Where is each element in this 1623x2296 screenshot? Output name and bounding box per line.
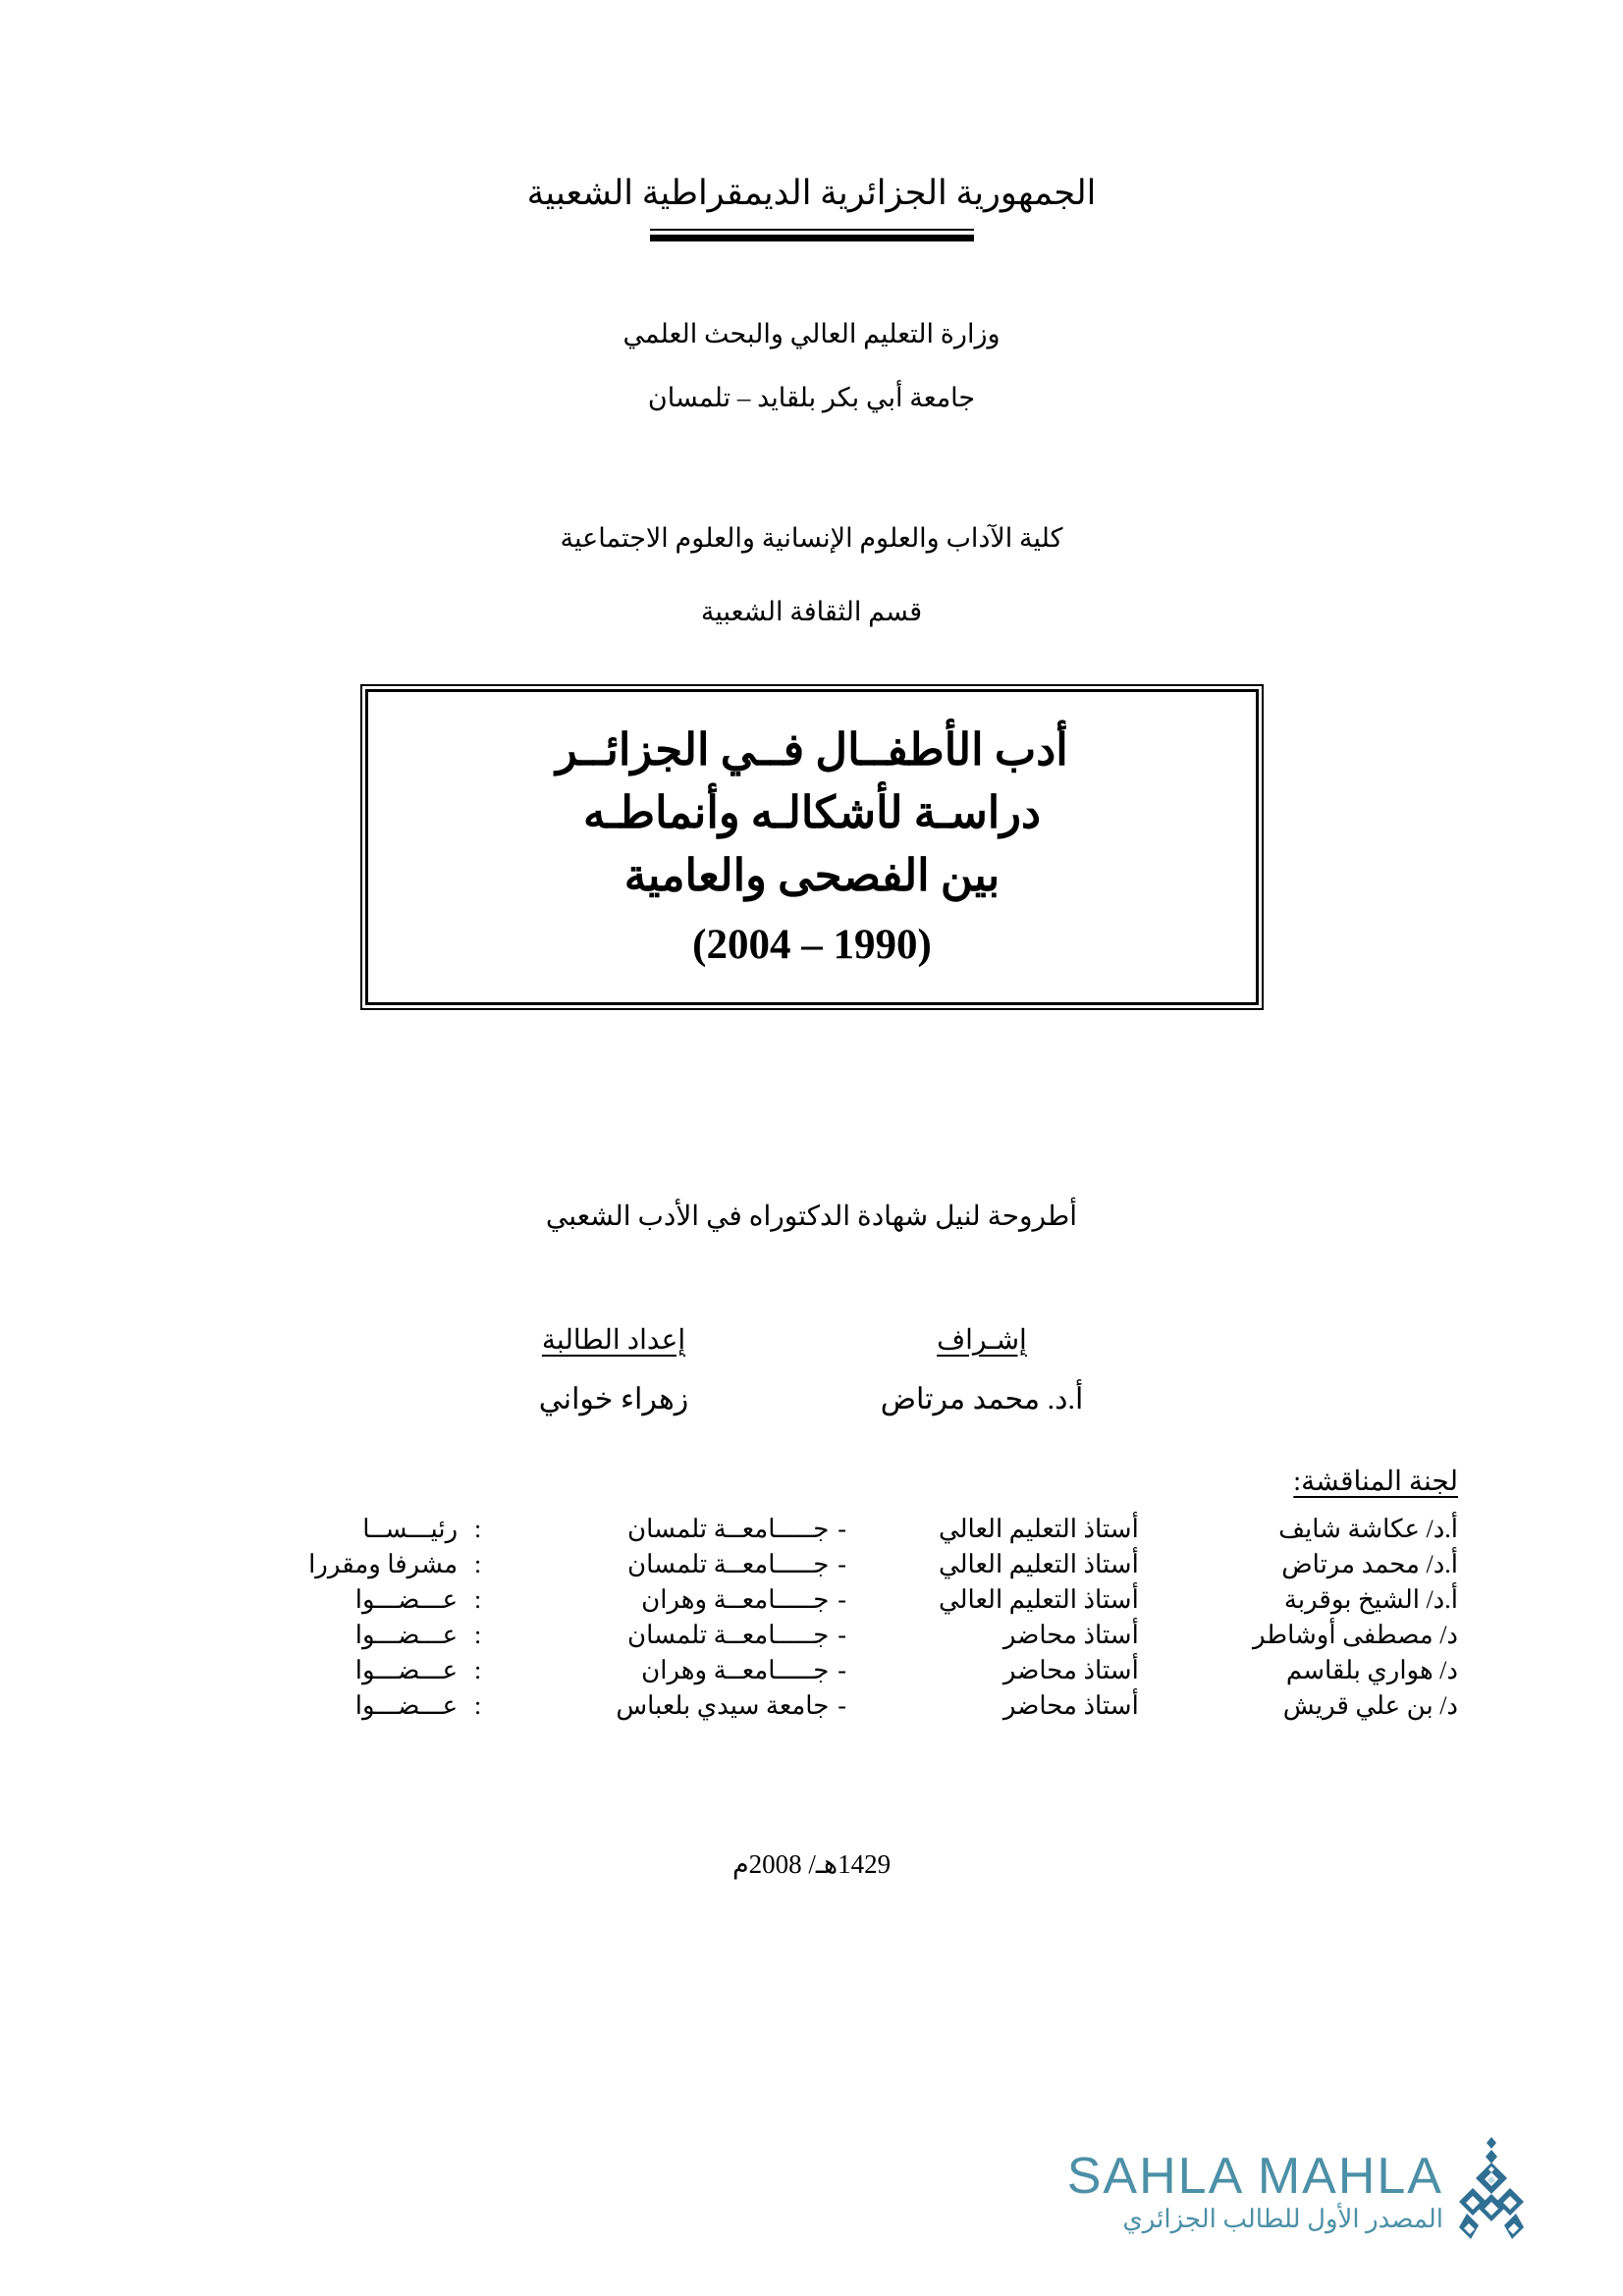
jury-member-role: رئيـــســا — [362, 1515, 459, 1543]
jury-member-rank: أستاذ محاضر — [1002, 1621, 1139, 1649]
table-row — [162, 1547, 1458, 1582]
jury-member-name: أ.د/ الشيخ بوقربة — [1283, 1585, 1458, 1614]
jury-section-label: لجنة المناقشة: — [1293, 1467, 1458, 1497]
supervisor-name: أ.د. محمد مرتاض — [880, 1383, 1084, 1415]
jury-member-rank: أستاذ محاضر — [1002, 1656, 1139, 1684]
sahla-mahla-watermark — [1067, 2137, 1530, 2247]
jury-member-colon: : — [473, 1585, 482, 1614]
table-row — [162, 1653, 1458, 1688]
supervisor-label: إشـراف — [937, 1325, 1027, 1356]
diamond-minaret-logo-icon — [1453, 2137, 1530, 2247]
jury-member-role: عـــضـــوا — [354, 1691, 459, 1720]
thesis-title-line-2: دراسـة لأشكالـه وأنماطـه — [582, 787, 1042, 837]
institutional-header — [0, 172, 1623, 241]
jury-member-rank: أستاذ التعليم العالي — [938, 1515, 1139, 1543]
table-row — [162, 1688, 1458, 1724]
jury-member-name: أ.د/ عكاشة شايف — [1278, 1515, 1458, 1543]
ministry-name: وزارة التعليم العالي والبحث العلمي — [622, 319, 1001, 348]
jury-member-name: د/ مصطفى أوشاطر — [1253, 1621, 1458, 1649]
jury-member-colon: : — [473, 1550, 482, 1578]
jury-member-colon: : — [473, 1621, 482, 1649]
table-row — [162, 1618, 1458, 1653]
jury-member-university: جـــــامعــة تلمسان — [626, 1621, 830, 1649]
jury-member-university: جـــــامعــة وهران — [641, 1656, 830, 1684]
student-name: زهراء خواني — [538, 1383, 689, 1415]
jury-member-dash: - — [838, 1621, 846, 1649]
publication-date: 1429هـ/ 2008م — [731, 1849, 892, 1879]
university-name: جامعة أبي بكر بلقايد – تلمسان — [647, 383, 976, 412]
jury-member-university: جـــــامعــة تلمسان — [626, 1550, 830, 1578]
watermark-tagline: المصدر الأول للطالب الجزائري — [1122, 2205, 1443, 2234]
student-label: إعداد الطالبة — [541, 1325, 686, 1356]
table-row — [162, 1512, 1458, 1547]
department-name: قسم الثقافة الشعبية — [700, 597, 923, 626]
supervisor-block — [815, 1323, 1149, 1416]
header-divider-rule — [650, 229, 974, 241]
jury-member-dash: - — [838, 1515, 846, 1543]
republic-title: الجمهورية الجزائرية الديمقراطية الشعبية — [526, 174, 1097, 212]
jury-member-dash: - — [838, 1585, 846, 1614]
faculty-name: كلية الآداب والعلوم الإنسانية والعلوم الاجتماعية — [560, 523, 1063, 553]
table-row — [162, 1582, 1458, 1618]
thesis-title-box — [360, 684, 1264, 1010]
jury-member-rank: أستاذ التعليم العالي — [938, 1585, 1139, 1614]
thesis-title-line-3: بين الفصحى والعامية — [623, 850, 1001, 900]
jury-member-name: د/ هواري بلقاسم — [1285, 1656, 1458, 1684]
watermark-brand-name: SAHLA MAHLA — [1066, 2147, 1443, 2205]
jury-member-role: عـــضـــوا — [354, 1585, 459, 1614]
watermark-text-block — [1066, 2147, 1443, 2235]
jury-member-role: مشرفا ومقررا — [308, 1550, 459, 1578]
author-supervisor-row — [177, 1323, 1443, 1416]
thesis-title-line-1: أدب الأطفــال فــي الجزائــر — [556, 725, 1068, 774]
jury-member-role: عـــضـــوا — [354, 1656, 459, 1684]
thesis-title-box-inner — [365, 689, 1259, 1005]
jury-member-role: عـــضـــوا — [354, 1621, 459, 1649]
jury-member-rank: أستاذ محاضر — [1002, 1691, 1139, 1720]
divider-thin-line — [650, 229, 974, 231]
jury-member-name: د/ بن علي قريش — [1282, 1691, 1458, 1720]
jury-member-name: أ.د/ محمد مرتاض — [1281, 1550, 1458, 1578]
jury-member-dash: - — [838, 1550, 846, 1578]
jury-member-rank: أستاذ التعليم العالي — [938, 1550, 1139, 1578]
jury-member-university: جامعة سيدي بلعباس — [616, 1691, 830, 1720]
jury-table-body — [162, 1512, 1458, 1724]
degree-statement: أطروحة لنيل شهادة الدكتوراه في الأدب الشعبي — [545, 1201, 1078, 1232]
divider-thick-line — [650, 235, 974, 241]
student-block — [452, 1323, 776, 1416]
jury-member-university: جـــــامعــة تلمسان — [626, 1515, 830, 1543]
jury-member-colon: : — [473, 1515, 482, 1543]
jury-member-dash: - — [838, 1691, 846, 1720]
thesis-title-year-range: (2004 – 1990) — [692, 921, 932, 968]
jury-member-university: جـــــامعــة وهران — [641, 1585, 830, 1614]
jury-members-table — [162, 1512, 1458, 1724]
jury-member-dash: - — [838, 1656, 846, 1684]
jury-member-colon: : — [473, 1691, 482, 1720]
jury-member-colon: : — [473, 1656, 482, 1684]
